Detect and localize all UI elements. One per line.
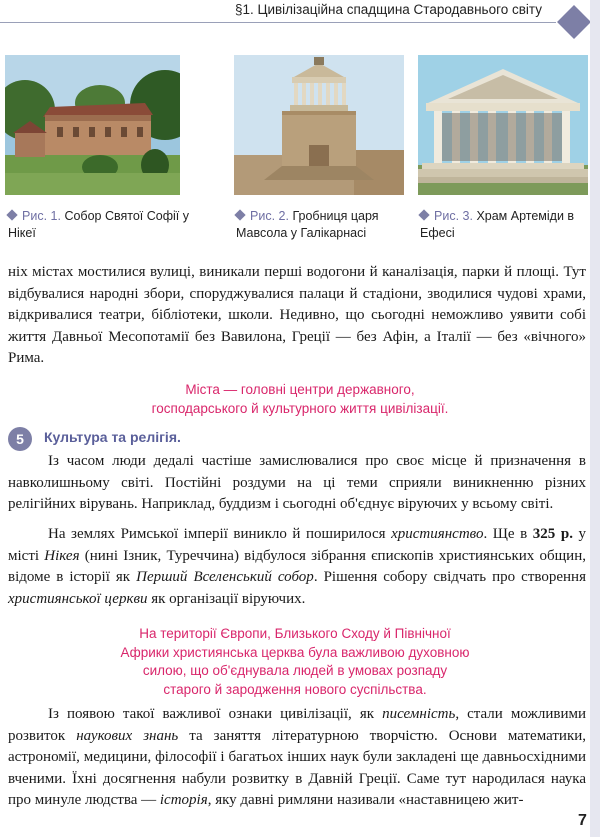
figure-1-caption: Рис. 1. Собор Святої Софії у Нікеї	[8, 209, 189, 240]
diamond-bullet-icon	[234, 209, 245, 220]
highlight-quote-2: На території Європи, Близького Сходу й Північної Африки християнська церква була важливою духовною силою, що об'єднувала людей в умовах розпаду старого й зародження нового суспільства.	[120, 626, 470, 697]
section-title: Культура та релігія.	[44, 429, 181, 445]
side-bar	[590, 0, 600, 837]
page-number: 7	[578, 812, 587, 829]
paragraph-2: Із часом люди дедалі частіше замислювалися про своє місце й призначення в навколишньому світі. Постійні роздуми на ці теми сприяли виникненню різних релігійних вірувань. Наприклад, буддизм і сьогодні об'єднує віруючих у всьому світі.	[8, 453, 586, 512]
paragraph-1: ніх містах мостилися вулиці, виникали перші водогони й каналізація, парки й площі. Тут відбувалися народні збори, споруджувалися палаци й стадіони, зводилися чудові храми, відкривалися театри, бібліотеки, школи. Недивно, що сьогодні неможливо уявити собі життя Давньої Месопотамії без Вавилона, Греції — без Афін, а Італії — без «вічного» Рима.	[8, 264, 586, 366]
paragraph-4: Із появою такої важливої ознаки цивілізації, як писемність, стали можливими розвиток наукових знань та заняття літературною творчістю. Основи математики, астрономії, медицини, філософії і багатьох інших наук були закладені ще давньосхідними вченими. Їхні досягнення набули розвитку в Давній Греції. Саме тут народилася наука про минуле людства — історія, яку давні римляни називали «наставницею жит-	[8, 706, 587, 808]
diamond-bullet-icon	[418, 209, 429, 220]
paragraph-3: На землях Римської імперії виникло й поширилося християнство. Ще в 325 р. у місті Нікея (нині Ізник, Туреччина) відбулося зібрання єпископів християнських общин, відоме в історії як Перший Вселенський собор. Рішення собору свідчать про створення християнської церкви як організації віруючих.	[8, 526, 587, 607]
figure-2-caption: Рис. 2. Гробниця царя Мавсола у Галікарнасі	[236, 209, 379, 240]
section-number-badge: 5	[8, 427, 32, 451]
running-header: §1. Цивілізаційна спадщина Стародавнього світу	[234, 2, 542, 17]
figure-1-image	[5, 55, 180, 195]
header-rule	[0, 22, 556, 23]
diamond-bullet-icon	[6, 209, 17, 220]
figure-2-image	[234, 55, 404, 195]
figure-3-caption: Рис. 3. Храм Артеміди в Ефесі	[420, 209, 575, 240]
figure-3-image	[418, 55, 588, 195]
header-diamond-icon	[557, 5, 591, 39]
highlight-quote-1: Міста — головні центри державного, господарського й культурного життя цивілізації.	[151, 382, 449, 416]
